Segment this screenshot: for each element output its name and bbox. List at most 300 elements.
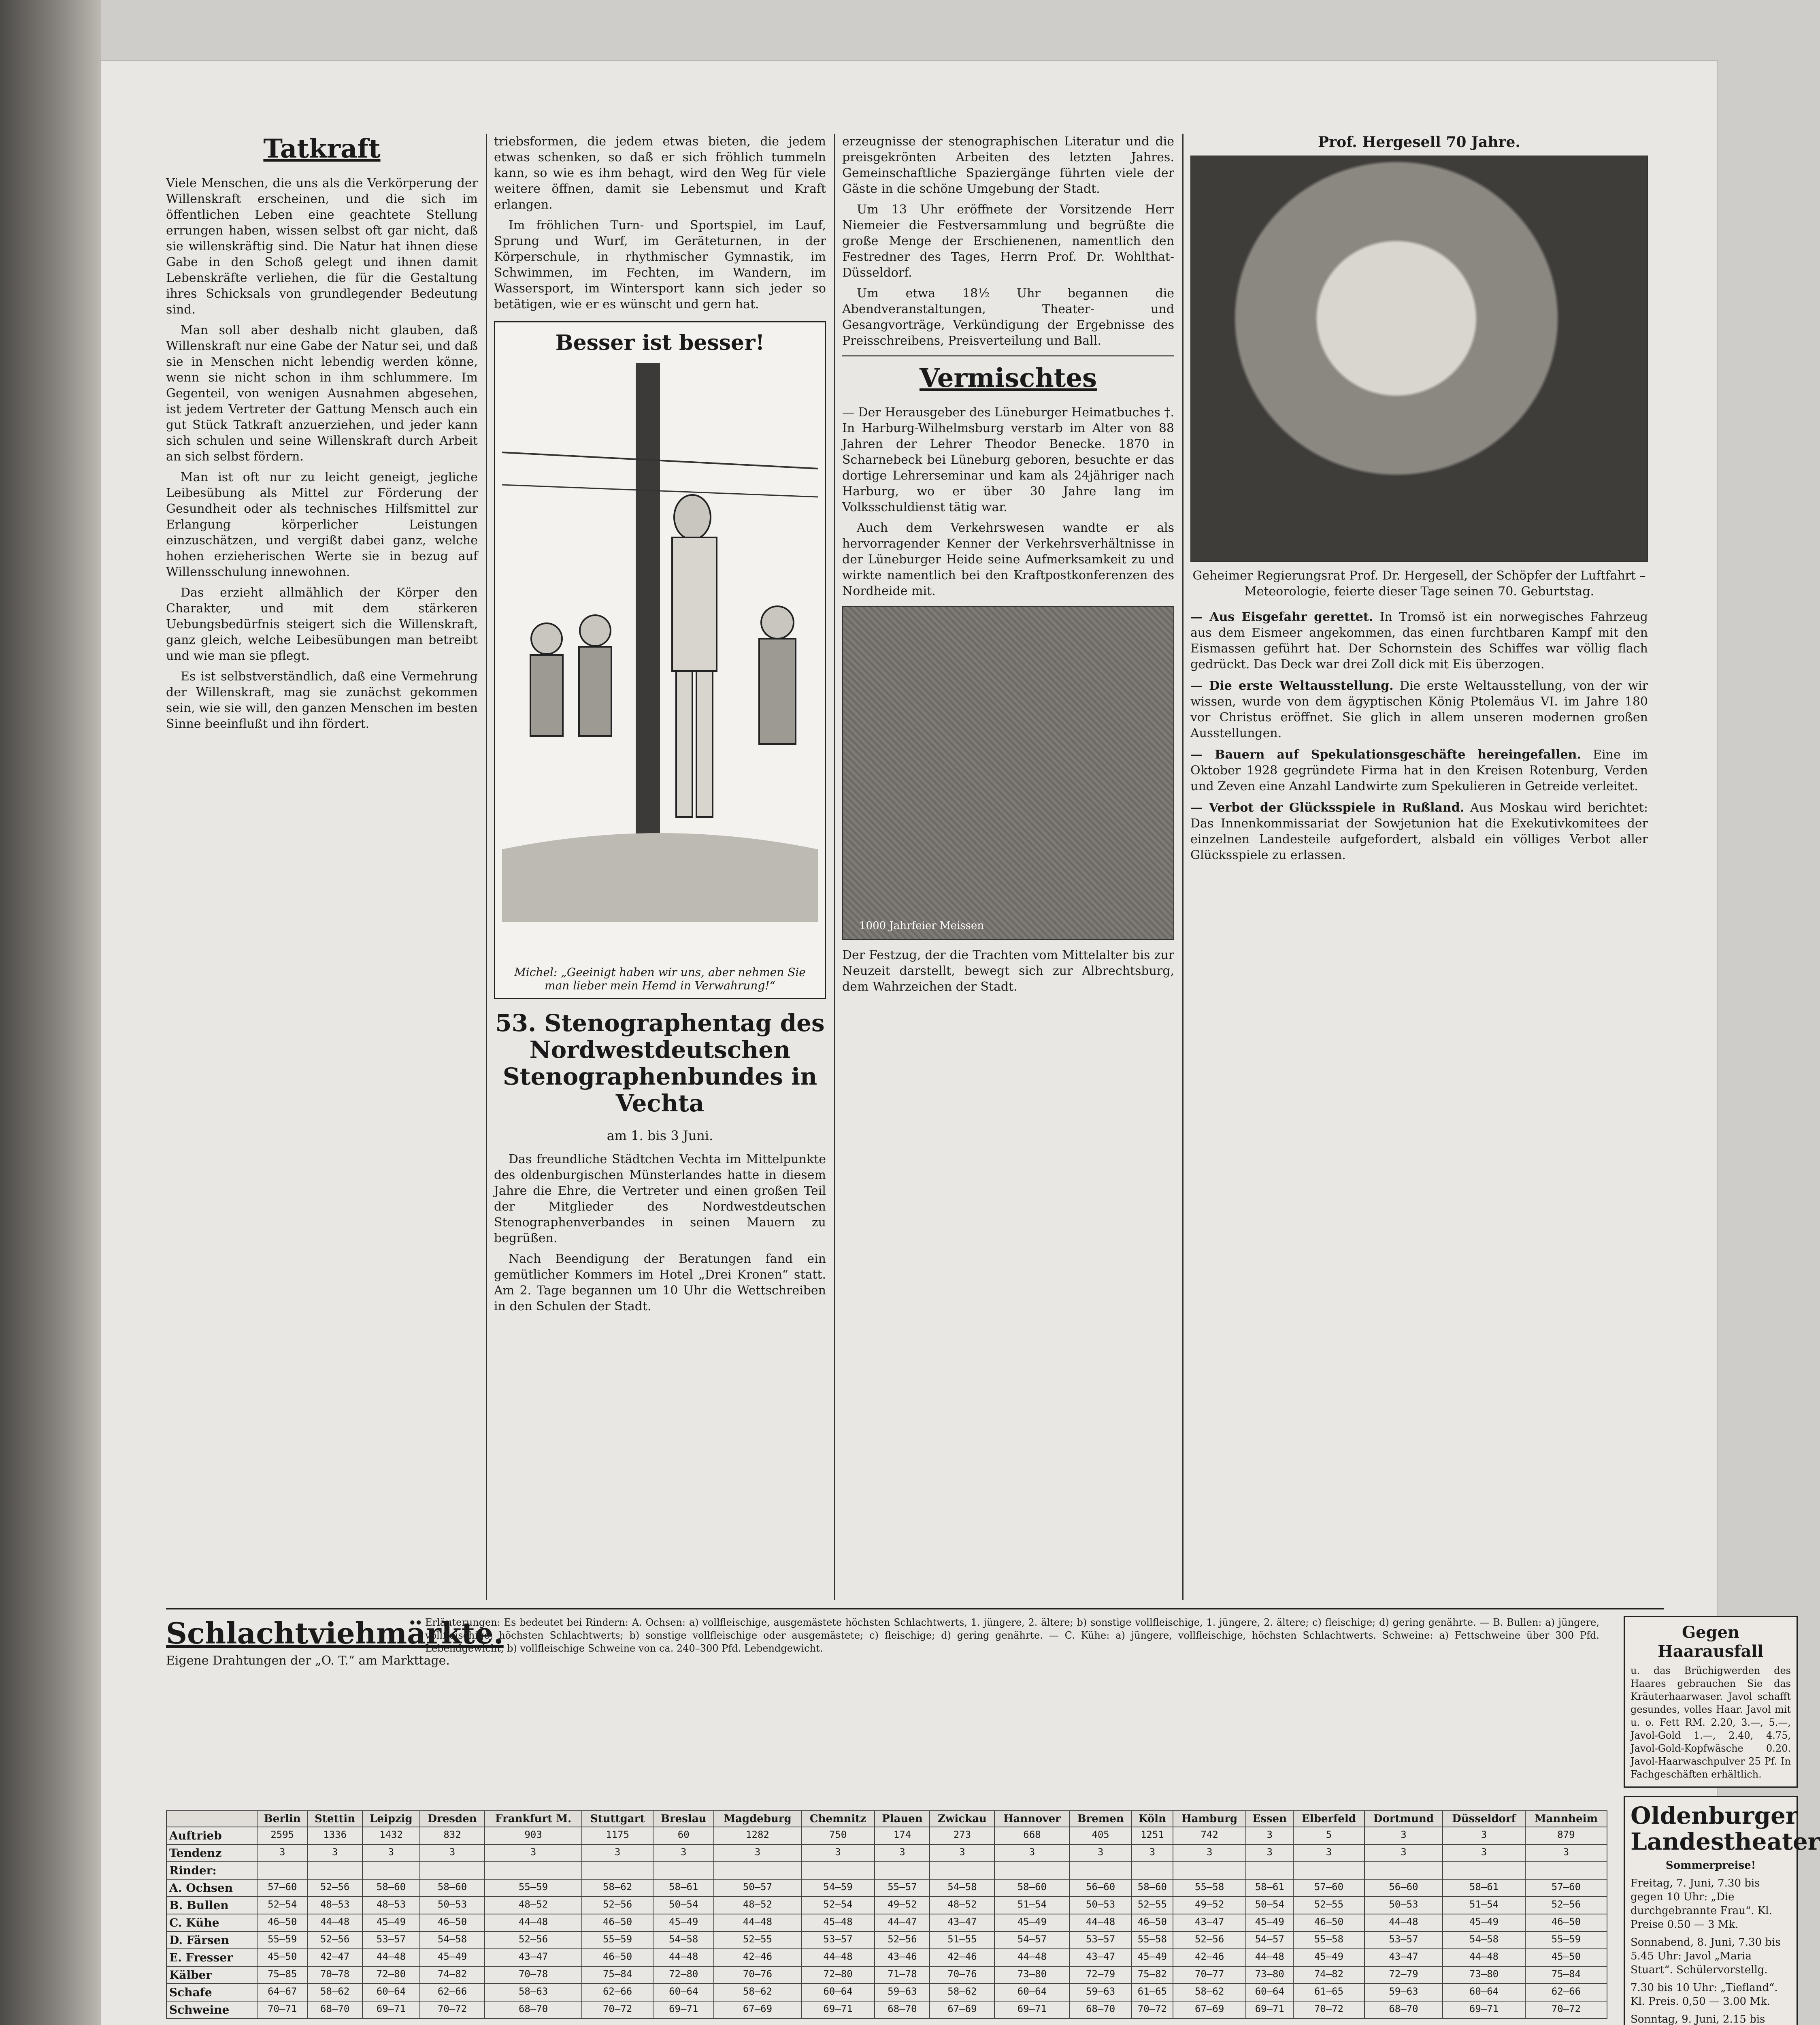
table-cell: 75—84 — [1525, 1966, 1607, 1984]
table-cell: 44—48 — [1443, 1949, 1525, 1966]
table-cell: 60—64 — [994, 1984, 1069, 2001]
table-cell: 62—66 — [420, 1984, 485, 2001]
table-cell: 43—47 — [1364, 1949, 1443, 1966]
table-cell: 52—56 — [307, 1879, 362, 1897]
table-cell: 75—82 — [1132, 1966, 1173, 1984]
cartoon-drawing — [502, 363, 818, 922]
table-cell: 3 — [875, 1844, 930, 1862]
table-cell: 56—60 — [1069, 1879, 1131, 1897]
table-cell: 52—55 — [1293, 1897, 1364, 1914]
table-cell: 44—48 — [653, 1949, 714, 1966]
table-cell: 59—63 — [875, 1984, 930, 2001]
paragraph: Es ist selbstverständlich, daß eine Vermehrung der Willenskraft, mag sie zunächst gekommen sein, wie sie will, den ganzen Menschen im besten Sinne beeinflußt und ihn fördert. — [166, 669, 478, 731]
paragraph: Nach Beendigung der Beratungen fand ein gemütlicher Kommers im Hotel „Drei Kronen“ statt. Am 2. Tage begannen um 10 Uhr die Wettschreiben in den Schulen der Stadt. — [494, 1252, 826, 1313]
table-cell: 48—53 — [362, 1897, 420, 1914]
table-cell — [420, 1862, 485, 1879]
theater-line: Freitag, 7. Juni, 7.30 bis gegen 10 Uhr: „Die durchgebrannte Frau“. Kl. Preise 0.50 — 3 Mk. — [1631, 1877, 1772, 1931]
table-header-cell: Dortmund — [1364, 1811, 1443, 1827]
table-cell: 70—72 — [1132, 2001, 1173, 2019]
table-cell: 54—58 — [653, 1931, 714, 1949]
table-cell: 750 — [801, 1827, 875, 1844]
paragraph: Viele Menschen, die uns als die Verkörperung der Willenskraft erscheinen, und die sich im öffentlichen Leben eine geachtete Stellung errungen haben, wissen selbst oft gar nicht, daß sie willenskräftig sind. Die Natur hat ihnen diese Gabe in den Schoß gelegt und ihnen damit Lebenskräfte verliehen, die für die Gestaltung ihres Schicksals von grundlegender Bedeutung sind. — [166, 176, 478, 317]
table-header-cell: Zwickau — [930, 1811, 994, 1827]
table-cell: 73—80 — [1246, 1966, 1293, 1984]
table-header-row — [166, 1811, 1607, 1827]
table-cell: 5 — [1293, 1827, 1364, 1844]
table-header-cell: Breslau — [653, 1811, 714, 1827]
table-cell — [1293, 1862, 1364, 1879]
table-row — [166, 1914, 1607, 1931]
table-cell: 60—64 — [801, 1984, 875, 2001]
table-cell: 55—58 — [1173, 1879, 1246, 1897]
table-cell: 70—72 — [1293, 2001, 1364, 2019]
table-cell: 44—47 — [875, 1914, 930, 1931]
paragraph: Um 13 Uhr eröffnete der Vorsitzende Herr Niemeier die Festversammlung und begrüßte die große Menge der Erschienenen, namentlich den Festredner des Tages, Herrn Prof. Dr. Wohlthat-Düsseldorf. — [842, 202, 1174, 280]
table-cell: 67—69 — [930, 2001, 994, 2019]
table-cell: 3 — [485, 1844, 582, 1862]
table-cell: 1251 — [1132, 1827, 1173, 1844]
table-cell: 70—78 — [307, 1966, 362, 1984]
theater-line: Sonnabend, 8. Juni, 7.30 bis 5.45 Uhr: Javol „Maria Stuart“. Schülervorstellg. — [1631, 1936, 1781, 1976]
table-cell: 52—55 — [714, 1931, 801, 1949]
table-row — [166, 1931, 1607, 1949]
table-header-cell: Magdeburg — [714, 1811, 801, 1827]
table-header-cell: Stuttgart — [582, 1811, 653, 1827]
paragraph: triebsformen, die jedem etwas bieten, die jedem etwas schenken, so daß er sich fröhlich tummeln kann, so wie es ihm behagt, wird den Weg für viele weitere öffnen, damit sie Lebensmut und Kraft erlangen. — [494, 134, 826, 212]
table-cell: 405 — [1069, 1827, 1131, 1844]
paragraph: Das erzieht allmählich der Körper den Charakter, und mit dem stärkeren Uebungsbedürfnis steigert sich die Willenskraft, ganz gleich, welche Leibesübungen man betreibt und wie man sie pflegt. — [166, 586, 478, 663]
paragraph: Um etwa 18½ Uhr begannen die Abendveranstaltungen, Theater- und Gesangvorträge, Verkündigung der Ergebnisse des Preisschreibens, Preisverteilung und Ball. — [842, 286, 1174, 348]
table-cell: 46—50 — [420, 1914, 485, 1931]
table-cell: 53—57 — [801, 1931, 875, 1949]
cartoon-besser-ist-besser — [494, 321, 826, 999]
table-cell: 42—46 — [714, 1949, 801, 1966]
table-cell: 68—70 — [1069, 2001, 1131, 2019]
table-cell — [1246, 1862, 1293, 1879]
table-cell: 1336 — [307, 1827, 362, 1844]
paragraph: Auch dem Verkehrswesen wandte er als hervorragender Kenner der Verkehrsverhältnisse in der Lüneburger Heide seine Aufmerksamkeit zu und wirkte namentlich bei den Kraftpostkonferenzen des Nordheide mit. — [842, 521, 1174, 598]
table-cell: 69—71 — [362, 2001, 420, 2019]
table-row — [166, 1844, 1607, 1862]
table-header-cell: Berlin — [257, 1811, 307, 1827]
ad-haarausfall — [1624, 1616, 1798, 1788]
table-cell: 62—66 — [1525, 1984, 1607, 2001]
table-cell: 3 — [1525, 1844, 1607, 1862]
cartoon-caption: Michel: „Geeinigt haben wir uns, aber nehmen Sie man lieber mein Hemd in Verwahrung!“ — [514, 966, 806, 992]
table-cell: 60—64 — [653, 1984, 714, 2001]
table-cell: 3 — [582, 1844, 653, 1862]
paragraph: Man ist oft nur zu leicht geneigt, jegliche Leibesübung als Mittel zur Förderung der Gesundheit oder als technisches Hilfsmittel zur Erlangung körperlicher Leistungen einzuschätzen, und vergißt dabei ganz, welche hohen erzieherischen Werte sie in bezug auf Willensschulung innewohnen. — [166, 470, 478, 579]
table-cell: 3 — [307, 1844, 362, 1862]
table-cell: 58—61 — [1246, 1879, 1293, 1897]
table-cell: 45—49 — [420, 1949, 485, 1966]
table-cell: 832 — [420, 1827, 485, 1844]
table-cell — [1173, 1862, 1246, 1879]
table-cell: 174 — [875, 1827, 930, 1844]
table-cell: 44—48 — [1364, 1914, 1443, 1931]
table-cell: 55—57 — [875, 1879, 930, 1897]
table-cell: 3 — [257, 1844, 307, 1862]
table-cell — [1364, 1862, 1443, 1879]
table-cell: 58—60 — [994, 1879, 1069, 1897]
table-cell: 70—72 — [582, 2001, 653, 2019]
table-cell: 61—65 — [1132, 1984, 1173, 2001]
table-cell: 45—49 — [1293, 1949, 1364, 1966]
table-cell: 72—79 — [1364, 1966, 1443, 1984]
column-rule — [486, 134, 487, 1600]
table-cell — [1132, 1862, 1173, 1879]
portrait-caption: Geheimer Regierungsrat Prof. Dr. Hergesell, der Schöpfer der Luftfahrt – Meteorologie, feierte dieser Tage seinen 70. Geburtstag. — [1192, 569, 1646, 599]
table-cell: 58—60 — [1132, 1879, 1173, 1897]
table-cell: 58—62 — [582, 1879, 653, 1897]
table-cell: 3 — [362, 1844, 420, 1862]
table-cell: 60 — [653, 1827, 714, 1844]
notice-text: Aus Moskau wird berichtet: Das Innenkommissariat der Sowjetunion hat die Exekutivkomitees der einzelnen Landesteile aufgefordert, alsbald ein völliges Verbot aller Glücksspiele zu erlassen. — [1190, 801, 1648, 862]
table-cell — [653, 1862, 714, 1879]
market-subtitle: Eigene Drahtungen der „O. T.“ am Markttage. — [166, 1654, 450, 1668]
table-cell — [930, 1862, 994, 1879]
table-cell: 44—48 — [801, 1949, 875, 1966]
table-cell: 53—57 — [362, 1931, 420, 1949]
table-cell: 69—71 — [1443, 2001, 1525, 2019]
table-cell: 68—70 — [875, 2001, 930, 2019]
ad-title: Gegen Haarausfall — [1658, 1623, 1764, 1661]
table-cell: 72—80 — [362, 1966, 420, 1984]
ad-body: u. das Brüchigwerden des Haares gebrauchen Sie das Kräuterhaarwaser. Javol schafft gesundes, volles Haar. Javol mit u. o. Fett RM. 2.20, 3.—, 5.—, Javol-Gold 1.—, 2.40, 4.75, Javol-Gold-Kopfwäsche 0.20. Javol-Haarwaschpulver 25 Pf. In Fachgeschäften erhältlich. — [1631, 1665, 1791, 1780]
row-label: Auftrieb — [166, 1827, 257, 1844]
table-cell: 67—69 — [1173, 2001, 1246, 2019]
table-cell — [875, 1862, 930, 1879]
table-cell: 55—59 — [582, 1931, 653, 1949]
table-cell: 57—60 — [1293, 1879, 1364, 1897]
table-cell: 43—47 — [930, 1914, 994, 1931]
table-cell: 58—60 — [420, 1879, 485, 1897]
table-cell — [485, 1862, 582, 1879]
table-cell: 3 — [1246, 1844, 1293, 1862]
table-cell: 48—53 — [307, 1897, 362, 1914]
table-cell: 70—72 — [420, 2001, 485, 2019]
table-cell: 3 — [1364, 1827, 1443, 1844]
table-cell: 3 — [1443, 1827, 1525, 1844]
table-cell: 3 — [1132, 1844, 1173, 1862]
table-cell: 1175 — [582, 1827, 653, 1844]
table-cell: 42—46 — [930, 1949, 994, 1966]
table-cell: 45—50 — [257, 1949, 307, 1966]
article-date: am 1. bis 3 Juni. — [607, 1128, 713, 1143]
table-header-cell: Stettin — [307, 1811, 362, 1827]
notice-text: In Tromsö ist ein norwegisches Fahrzeug aus dem Eismeer angekommen, das einen furchtbaren Kampf mit den Eismassen geführt hat. Der Schornstein des Schiffes war völlig flach gedrückt. Das Deck war drei Zoll dick mit Eis überzogen. — [1190, 610, 1648, 671]
column-two — [494, 134, 826, 1600]
table-cell: 43—46 — [875, 1949, 930, 1966]
row-label: Kälber — [166, 1966, 257, 1984]
table-cell: 57—60 — [257, 1879, 307, 1897]
table-row — [166, 2001, 1607, 2019]
column-tatkraft — [166, 134, 478, 1600]
table-header-cell: Düsseldorf — [1443, 1811, 1525, 1827]
table-cell: 58—62 — [714, 1984, 801, 2001]
table-cell: 43—47 — [485, 1949, 582, 1966]
paragraph: Man soll aber deshalb nicht glauben, daß Willenskraft nur eine Gabe der Natur sei, und daß sie in Menschen nicht lebendig werden könne, wenn sie nicht schon in ihm schlummere. Im Gegenteil, von wenigen Ausnahmen abgesehen, ist jedem Vertreter der Gattung Mensch auch ein gut Stück Tatkraft anzuerziehen, und jeder kann sich schulen und seine Willenskraft durch Arbeit an sich selbst fördern. — [166, 323, 478, 464]
table-cell: 70—72 — [1525, 2001, 1607, 2019]
table-cell: 46—50 — [1293, 1914, 1364, 1931]
table-cell: 61—65 — [1293, 1984, 1364, 2001]
table-cell: 59—63 — [1069, 1984, 1131, 2001]
table-cell: 3 — [1443, 1844, 1525, 1862]
table-cell — [1443, 1862, 1525, 1879]
table-cell: 58—61 — [1443, 1879, 1525, 1897]
table-cell: 50—54 — [653, 1897, 714, 1914]
table-cell: 45—49 — [653, 1914, 714, 1931]
section-divider — [842, 355, 1174, 356]
table-cell: 1282 — [714, 1827, 801, 1844]
table-cell: 48—52 — [714, 1897, 801, 1914]
table-cell: 3 — [420, 1844, 485, 1862]
table-cell: 48—52 — [930, 1897, 994, 1914]
market-report — [166, 1616, 1607, 2025]
row-label: Schafe — [166, 1984, 257, 2001]
table-cell: 74—82 — [420, 1966, 485, 1984]
table-cell: 46—50 — [1132, 1914, 1173, 1931]
table-cell: 45—49 — [1443, 1914, 1525, 1931]
photo-meissen — [842, 606, 1174, 940]
table-cell: 879 — [1525, 1827, 1607, 1844]
table-cell: 43—47 — [1069, 1949, 1131, 1966]
table-cell: 46—50 — [1525, 1914, 1607, 1931]
article-title-stenographentag: 53. Stenographentag des Nordwestdeutschen Stenographenbundes in Vechta — [495, 1009, 825, 1117]
table-cell: 42—46 — [1173, 1949, 1246, 1966]
row-label: D. Färsen — [166, 1931, 257, 1949]
table-cell: 53—57 — [1364, 1931, 1443, 1949]
table-cell — [307, 1862, 362, 1879]
table-cell: 70—76 — [714, 1966, 801, 1984]
table-cell: 44—48 — [714, 1914, 801, 1931]
table-cell: 52—54 — [257, 1897, 307, 1914]
table-header-cell: Plauen — [875, 1811, 930, 1827]
table-cell: 57—60 — [1525, 1879, 1607, 1897]
table-cell — [801, 1862, 875, 1879]
table-row — [166, 1862, 1607, 1879]
row-label: E. Fresser — [166, 1949, 257, 1966]
row-label: Schweine — [166, 2001, 257, 2019]
table-cell: 52—56 — [485, 1931, 582, 1949]
table-cell: 59—63 — [1364, 1984, 1443, 2001]
table-row — [166, 1827, 1607, 1844]
table-header-cell: Elberfeld — [1293, 1811, 1364, 1827]
cartoon-title: Besser ist besser! — [555, 330, 765, 355]
ads-column — [1624, 1616, 1820, 2025]
table-cell: 44—48 — [1069, 1914, 1131, 1931]
table-cell: 49—52 — [1173, 1897, 1246, 1914]
table-cell: 42—47 — [307, 1949, 362, 1966]
row-label: Tendenz — [166, 1844, 257, 1862]
table-row — [166, 1984, 1607, 2001]
column-rule — [1182, 134, 1184, 1600]
table-cell: 1432 — [362, 1827, 420, 1844]
table-cell: 3 — [1364, 1844, 1443, 1862]
theater-title: Oldenburger Landestheater — [1631, 1802, 1820, 1855]
table-cell: 50—53 — [420, 1897, 485, 1914]
table-cell: 70—77 — [1173, 1966, 1246, 1984]
table-cell: 75—85 — [257, 1966, 307, 1984]
table-cell: 45—49 — [362, 1914, 420, 1931]
table-cell: 45—48 — [801, 1914, 875, 1931]
table-cell: 43—47 — [1173, 1914, 1246, 1931]
table-cell: 52—56 — [307, 1931, 362, 1949]
table-cell: 52—56 — [875, 1931, 930, 1949]
row-label: B. Bullen — [166, 1897, 257, 1914]
notice-head: — Aus Eisgefahr gerettet. — [1190, 610, 1373, 624]
table-cell: 75—84 — [582, 1966, 653, 1984]
table-cell — [714, 1862, 801, 1879]
table-cell — [257, 1862, 307, 1879]
theater-subtitle: Sommerpreise! — [1665, 1859, 1756, 1872]
table-cell — [994, 1862, 1069, 1879]
table-cell: 54—57 — [994, 1931, 1069, 1949]
table-cell: 52—56 — [1173, 1931, 1246, 1949]
table-cell: 44—48 — [994, 1949, 1069, 1966]
market-legend: Erläuterungen: Es bedeutet bei Rindern: A. Ochsen: a) vollfleischige, ausgemästete höchsten Schlachtwerts, 1. jüngere, 2. ältere; b) sonstige vollfleischige, 1. jüngere, 2. ältere; c) fleischige; d) gering genährte. — B. Bullen: a) jüngere, vollfleischige, höchsten Schlachtwerts; b) sonstige vollfleischige oder ausgemästete; c) fleischige; d) gering genährte. — C. Kühe: a) jüngere, vollfleischige, höchsten Schlachtwerts. Schweine: a) Fettschweine über 300 Pfd. Lebendgewicht, b) vollfleischige Schweine von ca. 240–300 Pfd. Lebendgewicht. — [425, 1617, 1599, 1654]
table-cell — [362, 1862, 420, 1879]
ad-landestheater — [1624, 1796, 1820, 2025]
table-header-cell: Leipzig — [362, 1811, 420, 1827]
theater-line: 7.30 bis 10 Uhr: „Tiefland“. Kl. Preis. 0,50 — 3.00 Mk. — [1631, 1982, 1778, 2008]
table-cell: 44—48 — [1246, 1949, 1293, 1966]
market-title: Schlachtviehmärkte. — [166, 1616, 504, 1650]
table-cell: 54—58 — [1443, 1931, 1525, 1949]
section-title-vermischtes: Vermischtes — [919, 363, 1097, 393]
table-header-cell: Mannheim — [1525, 1811, 1607, 1827]
table-cell: 55—59 — [485, 1879, 582, 1897]
table-cell: 72—80 — [801, 1966, 875, 1984]
table-cell: 45—49 — [1246, 1914, 1293, 1931]
market-table — [166, 1810, 1607, 2019]
notice-item — [1190, 800, 1648, 863]
column-four — [1190, 134, 1648, 1600]
table-cell: 58—60 — [362, 1879, 420, 1897]
table-cell: 3 — [1173, 1844, 1246, 1862]
table-cell: 64—67 — [257, 1984, 307, 2001]
table-cell: 49—52 — [875, 1897, 930, 1914]
table-header-cell — [166, 1811, 257, 1827]
table-cell: 903 — [485, 1827, 582, 1844]
table-cell: 46—50 — [257, 1914, 307, 1931]
table-cell: 67—69 — [714, 2001, 801, 2019]
table-cell: 46—50 — [582, 1949, 653, 1966]
table-cell: 58—63 — [485, 1984, 582, 2001]
table-cell: 60—64 — [1246, 1984, 1293, 2001]
portrait-title: Prof. Hergesell 70 Jahre. — [1318, 134, 1520, 151]
table-cell: 74—82 — [1293, 1966, 1364, 1984]
table-cell: 71—78 — [875, 1966, 930, 1984]
table-cell: 46—50 — [582, 1914, 653, 1931]
table-cell: 54—57 — [1246, 1931, 1293, 1949]
table-cell: 73—80 — [1443, 1966, 1525, 1984]
table-row — [166, 1949, 1607, 1966]
table-cell: 69—71 — [801, 2001, 875, 2019]
table-cell: 69—71 — [994, 2001, 1069, 2019]
table-cell: 54—58 — [930, 1879, 994, 1897]
table-cell: 72—79 — [1069, 1966, 1131, 1984]
table-cell: 50—54 — [1246, 1897, 1293, 1914]
table-cell: 742 — [1173, 1827, 1246, 1844]
table-cell: 51—54 — [1443, 1897, 1525, 1914]
paragraph: Der Festzug, der die Trachten vom Mittelalter bis zur Neuzeit darstellt, bewegt sich zur Albrechtsburg, dem Wahrzeichen der Stadt. — [842, 948, 1174, 994]
paragraph: Im fröhlichen Turn- und Sportspiel, im Lauf, Sprung und Wurf, im Geräteturnen, in der Körperschule, in rhythmischer Gymnastik, im Schwimmen, im Fechten, im Wandern, im Wassersport, im Wintersport kann sich jeder so betätigen, wie er es wünscht und gern hat. — [494, 218, 826, 311]
newspaper-page — [101, 61, 1820, 2025]
notice-head: — Die erste Weltausstellung. — [1190, 679, 1394, 693]
table-cell: 58—62 — [307, 1984, 362, 2001]
theater-line: Sonntag, 9. Juni, 2.15 bis — [1631, 2013, 1765, 2025]
table-cell: 52—56 — [582, 1897, 653, 1914]
table-cell: 72—80 — [653, 1966, 714, 1984]
table-cell: 2595 — [257, 1827, 307, 1844]
row-label: A. Ochsen — [166, 1879, 257, 1897]
table-cell: 3 — [714, 1844, 801, 1862]
table-body — [166, 1827, 1607, 2019]
table-cell: 3 — [1246, 1827, 1293, 1844]
table-cell: 58—61 — [653, 1879, 714, 1897]
table-cell: 3 — [653, 1844, 714, 1862]
table-cell: 44—48 — [485, 1914, 582, 1931]
table-cell: 55—59 — [1525, 1931, 1607, 1949]
table-cell: 56—60 — [1364, 1879, 1443, 1897]
article-title-tatkraft: Tatkraft — [263, 134, 381, 164]
table-cell: 58—62 — [1173, 1984, 1246, 2001]
table-cell: 60—64 — [1443, 1984, 1525, 2001]
table-cell: 54—58 — [420, 1931, 485, 1949]
table-header-cell: Essen — [1246, 1811, 1293, 1827]
table-cell — [1525, 1862, 1607, 1879]
table-row — [166, 1897, 1607, 1914]
table-cell: 70—71 — [257, 2001, 307, 2019]
table-cell: 48—52 — [485, 1897, 582, 1914]
table-cell: 3 — [930, 1844, 994, 1862]
table-cell: 60—64 — [362, 1984, 420, 2001]
column-rule — [834, 134, 835, 1600]
photo-caption: 1000 Jahrfeier Meissen — [859, 920, 984, 932]
table-row — [166, 1966, 1607, 1984]
table-cell: 52—54 — [801, 1897, 875, 1914]
table-cell: 50—53 — [1364, 1897, 1443, 1914]
notice-head: — Bauern auf Spekulationsgeschäfte hereingefallen. — [1190, 748, 1581, 762]
table-cell — [582, 1862, 653, 1879]
table-cell: 3 — [1293, 1844, 1364, 1862]
table-cell: 73—80 — [994, 1966, 1069, 1984]
table-cell: 45—49 — [994, 1914, 1069, 1931]
table-cell: 52—55 — [1132, 1897, 1173, 1914]
table-cell: 55—59 — [257, 1931, 307, 1949]
table-cell: 68—70 — [307, 2001, 362, 2019]
table-row — [166, 1879, 1607, 1897]
notice-text: Eine im Oktober 1928 gegründete Firma hat in den Kreisen Rotenburg, Verden und Zeven eine Anzahl Landwirte zum Spekulieren in Getreide verleitet. — [1190, 748, 1648, 793]
notice-head: — Verbot der Glücksspiele in Rußland. — [1190, 801, 1465, 815]
table-header-cell: Bremen — [1069, 1811, 1131, 1827]
table-cell: 51—54 — [994, 1897, 1069, 1914]
notice-item — [1190, 609, 1648, 672]
table-cell: 55—58 — [1293, 1931, 1364, 1949]
table-cell: 70—78 — [485, 1966, 582, 1984]
table-cell: 50—53 — [1069, 1897, 1131, 1914]
portrait-photo — [1190, 156, 1648, 562]
paragraph: — Der Herausgeber des Lüneburger Heimatbuches †. In Harburg-Wilhelmsburg verstarb im Alter von 88 Jahren der Lehrer Theodor Benecke. 1870 in Scharnebeck bei Lüneburg geboren, besuchte er das dortige Lehrerseminar und kam als 24jähriger nach Harburg, wo er über 30 Jahre lang im Volksschuldienst tätig war. — [842, 405, 1174, 514]
table-header-cell: Dresden — [420, 1811, 485, 1827]
table-cell: 68—70 — [1364, 2001, 1443, 2019]
row-label: C. Kühe — [166, 1914, 257, 1931]
table-cell: 45—50 — [1525, 1949, 1607, 1966]
notice-item — [1190, 747, 1648, 794]
table-header-cell: Hannover — [994, 1811, 1069, 1827]
table-cell: 51—55 — [930, 1931, 994, 1949]
